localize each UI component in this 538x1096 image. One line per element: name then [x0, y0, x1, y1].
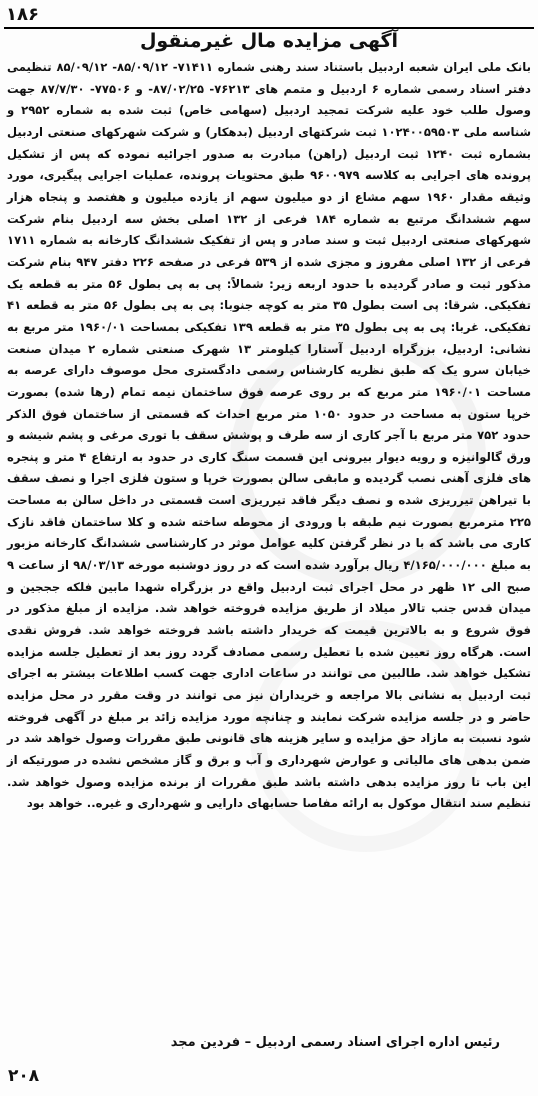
page-number-bottom: ۲۰۸	[8, 1066, 40, 1086]
notice-signature: رئیس اداره اجرای اسناد رسمی اردبیل – فردین مجد	[170, 1035, 500, 1050]
notice-title: آگهی مزایده مال غیرمنقول	[139, 30, 399, 52]
notice-body: بانک ملی ایران شعبه اردبیل باستناد سند رهنی شماره ۷۱۴۱۱- ۸۵/۰۹/۱۲- ۸۵/۰۹/۱۲ تنظیمی دفتر اسناد رسمی شماره ۶ اردبیل و متمم های ۷۶۲۱۳- ۸۷/۰۲/۲۵- و ۷۷۵۰۶- ۸۷/۷/۳۰ جهت وصول طلب خود علیه شرکت تمجید اردبیل (سهامی خاص) ثبت شده به شماره ۲۹۵۲ و شناسه ملی ۱۰۲۴۰۰۵۹۵۰۳ ثبت شرکتهای اردبیل (بدهکار) و شرکت شهرکهای صنعتی اردبیل بشماره ثبت ۱۲۴۰ ثبت اردبیل (راهن) مبادرت به صدور اجرائیه نموده که پس از تشکیل پرونده های اجرایی به کلاسه ۹۶۰۰۹۷۹ طبق محتویات پرونده، عملیات اجرایی پیگیری، مورد وثیقه مقدار ۱۹۶۰ سهم مشاع از دو میلیون سهم از یازده میلیون و هفتصد و پنجاه هزار سهم ششدانگ مرتبع به شماره ۱۸۴ فرعی از ۱۳۲ اصلی بخش سه اردبیل بنام شرکت شهرکهای صنعتی اردبیل ثبت و سند صادر و پس از تفکیک ششدانگ کارخانه به شماره ۱۷۱۱ فرعی از ۱۳۲ اصلی مفروز و مجزی شده از ۵۳۹ فرعی در صفحه ۲۲۶ دفتر ۹۴۷ بنام شرکت مذکور ثبت و صادر گردیده با حدود اربعه زیر: شمالاً: پی به پی بطول ۵۶ متر به قطعه یک تفکیکی. شرقا: پی است بطول ۳۵ متر به کوچه جنوبا: پی به پی بطول ۵۶ متر به قطعه ۴۱ تفکیکی. غربا: پی به پی بطول ۳۵ متر به قطعه ۱۳۹ تفکیکی بمساحت ۱۹۶۰/۰۱ متر مربع به نشانی: اردبیل، بزرگراه اردبیل آستارا کیلومتر ۱۳ شهرک صنعتی شماره ۲ میدان صنعت خیابان سرو یک که طبق نظریه کارشناس رسمی دادگستری محل موصوف دارای عرصه به مساحت ۱۹۶۰/۰۱ متر مربع که بر روی عرصه فوق ساختمان نیمه تمام (رها شده) بصورت خرپا ستون به مساحت در حدود ۱۰۵۰ متر مربع احداث که قسمتی از ساختمان فوق الذکر حدود ۷۵۲ متر مربع با آجر کاری از سه طرف و پوشش سقف با توری مرغی و پشم شیشه و ورق گالوانیزه و رویه دیوار بیرونی این قسمت سنگ کاری در حدود به ارتفاع ۴ متر و پنجره های فلزی آهنی نصب گردیده و مابقی سالن بصورت خرپا و ستون فلزی اجرا و نصف سقف با تیراهن تیرریزی شده و نصف دیگر فاقد تیرریزی است قسمتی در داخل سالن به مساحت ۲۲۵ مترمربع بصورت نیم طبقه با ورودی از محوطه ساخته شده و کلا ساختمان فاقد نازک کاری می باشد که با در نظر گرفتن کلیه عوامل موثر در کارشناسی ششدانگ کارخانه مزبور به مبلغ ۴/۱۶۵/۰۰۰/۰۰۰ ریال برآورد شده است که در روز دوشنبه مورخه ۹۸/۰۳/۱۳ از ساعت ۹ صبح الی ۱۲ ظهر در محل اجرای ثبت اردبیل واقع در بزرگراه شهدا مابین فلکه جججین و میدان قدس جنب تالار میلاد از طریق مزایده فروخته خواهد شد. مزایده از مبلغ مذکور در فوق شروع و به بالاترین قیمت که خریدار داشته باشد فروخته خواهد شد. فروش نقدی است. هرگاه روز تعیین شده با تعطیل رسمی مصادف گردد روز بعد از تعطیل جلسه مزایده تشکیل خواهد شد. طالبین می توانند در ساعات اداری جهت کسب اطلاعات بیشتر به اجرای ثبت اردبیل به نشانی بالا مراجعه و خریداران نیز می توانند در وقت مقرر در محل مزایده حاضر و در جلسه مزایده شرکت نمایند و چنانچه مورد مزایده زائد بر مبلغ در آگهی فروخته شود نسبت به مازاد حق مزایده و سایر هزینه های قانونی طبق مقررات وصول خواهد شد در ضمن بدهی های مالیاتی و عوارض شهرداری و آب و برق و گاز مشخص نشده در صورتیکه از این باب تا روز مزایده بدهی داشته باشد طبق مقررات از برنده مزایده وصول خواهد شد. تنظیم سند انتقال موکول به ارائه مفاصا حسابهای دارایی و شهرداری و غیره.. خواهد بود	[7, 60, 531, 811]
page-number-top: ۱۸۶	[6, 4, 39, 25]
